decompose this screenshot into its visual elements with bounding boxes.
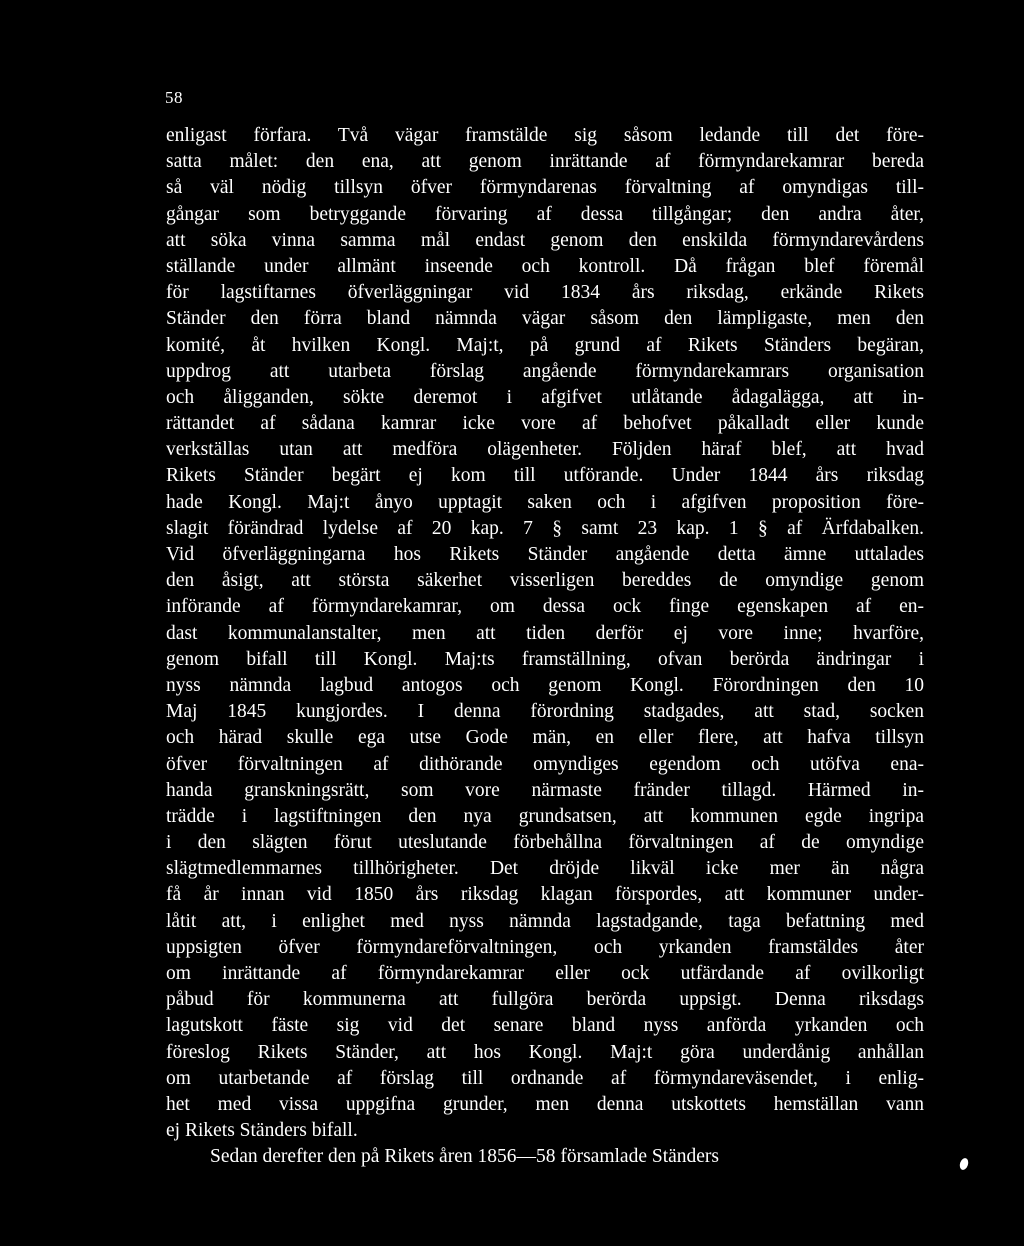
text-line: rättandet af sådana kamrar icke vore af behofvet påkalladt eller kunde (166, 413, 924, 435)
text-line: införande af förmyndarekamrar, om dessa ock finge egenskapen af en- (166, 596, 924, 618)
body-text (166, 123, 924, 1171)
text-line: uppdrog att utarbeta förslag angående förmyndarekamrars organisation (166, 360, 924, 382)
text-line: komité, åt hvilken Kongl. Maj:t, på grund af Rikets Ständers begäran, (166, 334, 924, 356)
text-line: uppsigten öfver förmyndareförvaltningen, och yrkanden framstäldes åter (166, 936, 924, 958)
page-number: 58 (165, 88, 183, 107)
text-line: i den slägten förut uteslutande förbehållna förvaltningen af de omyndige (166, 832, 924, 854)
text-line: satta målet: den ena, att genom inrättande af förmyndarekamrar bereda (166, 151, 924, 173)
ink-spot (958, 1157, 969, 1171)
text-line: nyss nämnda lagbud antogos och genom Kongl. Förordningen den 10 (166, 674, 924, 696)
text-line: hade Kongl. Maj:t ånyo upptagit saken och i afgifven proposition före- (166, 491, 924, 513)
text-line: Sedan derefter den på Rikets åren 1856—58 församlade Ständers (210, 1146, 719, 1168)
text-line: påbud för kommunerna att fullgöra berörda uppsigt. Denna riksdags (166, 989, 924, 1011)
text-line: enligast förfara. Två vägar framstälde sig såsom ledande till det före- (166, 125, 924, 146)
text-line: för lagstiftarnes öfverläggningar vid 1834 års riksdag, erkände Rikets (166, 282, 924, 304)
text-line: att söka vinna samma mål endast genom den enskilda förmyndarevårdens (166, 229, 924, 251)
text-line: föreslog Rikets Ständer, att hos Kongl. Maj:t göra underdånig anhållan (166, 1041, 924, 1063)
text-line: dast kommunalanstalter, men att tiden derför ej vore inne; hvarföre, (166, 622, 924, 644)
text-line: verkställas utan att medföra olägenheter. Följden häraf blef, att hvad (166, 439, 924, 461)
text-line: Maj 1845 kungjordes. I denna förordning stadgades, att stad, socken (166, 701, 924, 723)
text-line: lagutskott fäste sig vid det senare bland nyss anförda yrkanden och (166, 1015, 924, 1037)
text-line: ställande under allmänt inseende och kontroll. Då frågan blef föremål (166, 255, 924, 277)
text-line: trädde i lagstiftningen den nya grundsatsen, att kommunen egde ingripa (166, 805, 924, 827)
text-line: slägtmedlemmarnes tillhörigheter. Det dröjde likväl icke mer än några (166, 858, 924, 880)
text-line: genom bifall till Kongl. Maj:ts framställning, ofvan berörda ändringar i (166, 648, 924, 670)
text-line: och åligganden, sökte deremot i afgifvet utlåtande ådagalägga, att in- (166, 386, 924, 408)
text-line: slagit förändrad lydelse af 20 kap. 7 § samt 23 kap. 1 § af Ärfdabalken. (166, 517, 924, 539)
text-line: Rikets Ständer begärt ej kom till utförande. Under 1844 års riksdag (166, 465, 924, 487)
text-line: Vid öfverläggningarna hos Rikets Ständer angående detta ämne uttalades (166, 544, 924, 565)
text-line: om utarbetande af förslag till ordnande af förmyndareväsendet, i enlig- (166, 1067, 924, 1089)
text-line: Ständer den förra bland nämnda vägar såsom den lämpligaste, men den (166, 308, 924, 330)
text-line: het med vissa uppgifna grunder, men denna utskottets hemställan vann (166, 1093, 924, 1115)
text-line: om inrättande af förmyndarekamrar eller ock utfärdande af ovilkorligt (166, 963, 924, 984)
text-line: och härad skulle ega utse Gode män, en eller flere, att hafva tillsyn (166, 727, 924, 749)
text-line: låtit att, i enlighet med nyss nämnda lagstadgande, taga befattning med (166, 910, 924, 932)
text-line: så väl nödig tillsyn öfver förmyndarenas förvaltning af omyndigas till- (166, 177, 924, 199)
text-line: gångar som betryggande förvaring af dessa tillgångar; den andra åter, (166, 203, 924, 225)
text-line: handa granskningsrätt, som vore närmaste fränder tillagd. Härmed in- (166, 779, 924, 801)
text-line: ej Rikets Ständers bifall. (166, 1120, 358, 1142)
text-line: den åsigt, att största säkerhet visserligen bereddes de omyndige genom (166, 570, 924, 592)
text-line: öfver förvaltningen af dithörande omyndiges egendom och utöfva ena- (166, 753, 924, 775)
text-line: få år innan vid 1850 års riksdag klagan förspordes, att kommuner under- (166, 884, 924, 906)
